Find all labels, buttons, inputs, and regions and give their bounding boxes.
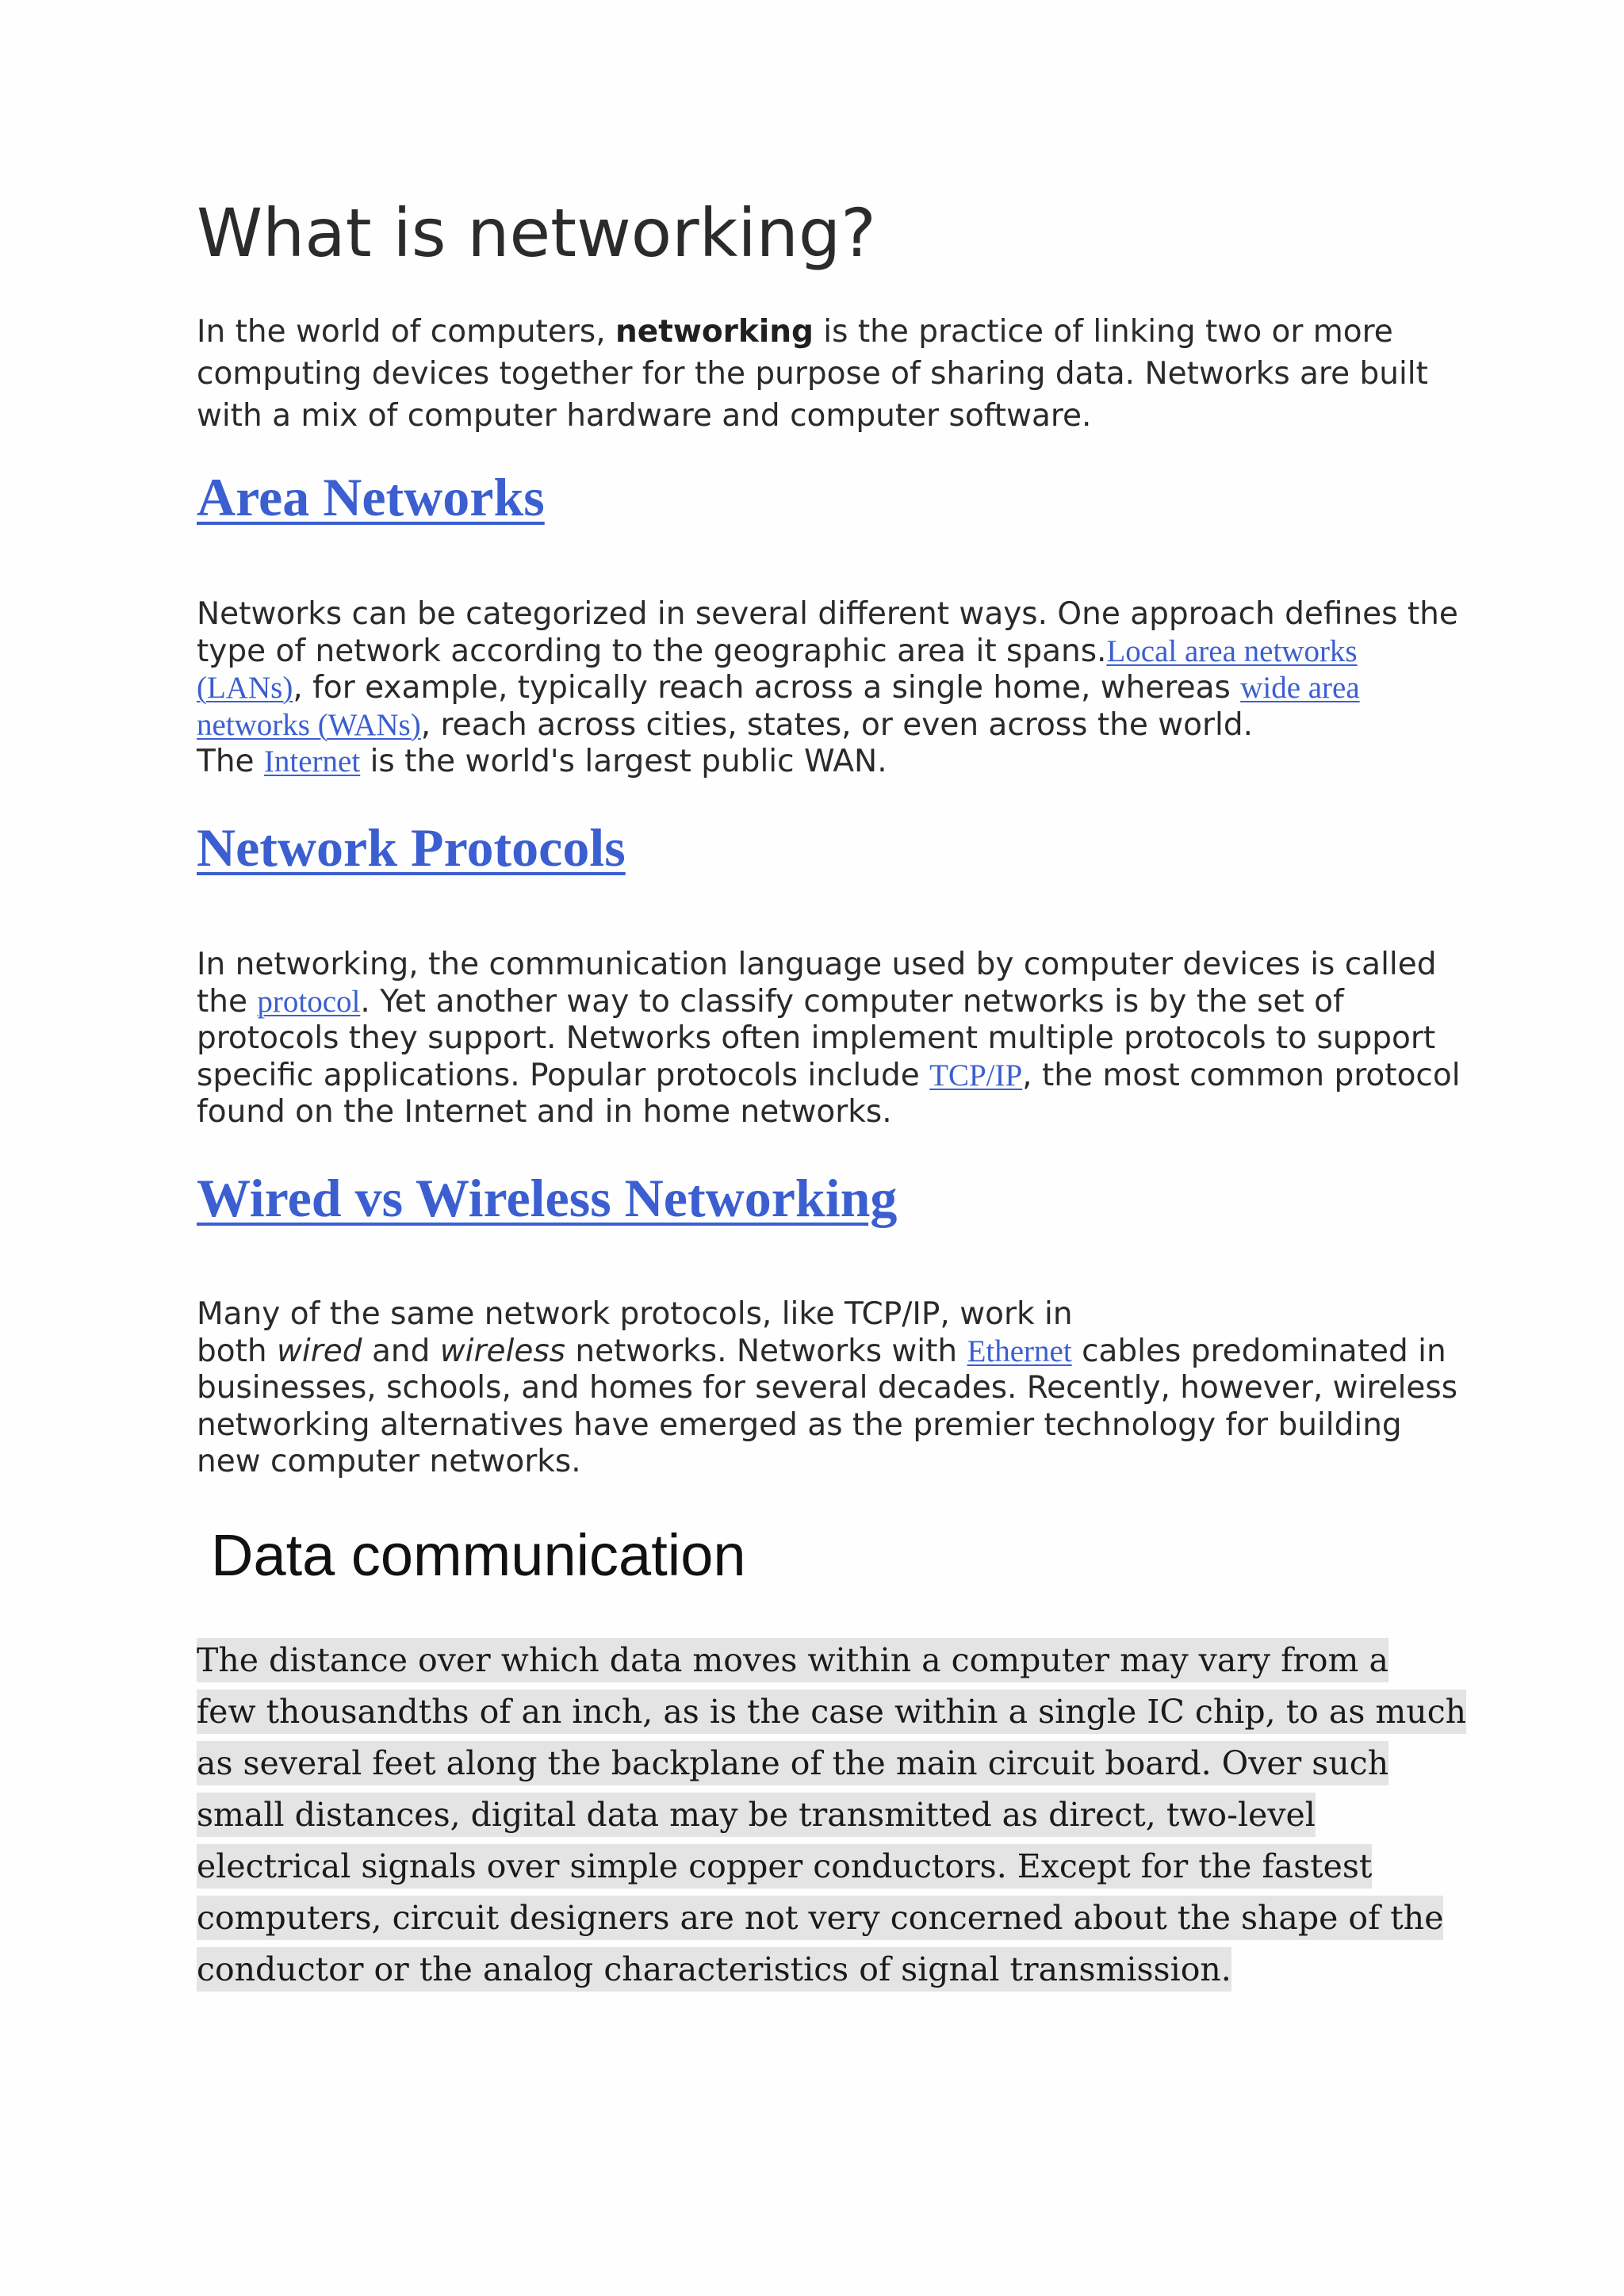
protocols-text-2: . Yet another way to classify computer networks is by the set of protocols they support. Networks often implement multiple protocols to support specific applications. Popular protocols include xyxy=(197,983,1436,1093)
area-text-3: , reach across cities, states, or even across the world. xyxy=(420,706,1254,743)
dc-line: as several feet along the backplane of the main circuit board. Over such xyxy=(197,1738,1465,1789)
wired-text-4: networks. Networks with xyxy=(565,1333,967,1369)
intro-paragraph xyxy=(197,311,1442,437)
ethernet-link[interactable]: Ethernet xyxy=(967,1334,1072,1368)
dc-line: few thousandths of an inch, as is the case within a single IC chip, to as much xyxy=(197,1686,1465,1738)
wired-wireless-heading[interactable]: Wired vs Wireless Networking xyxy=(197,1168,898,1228)
wired-text-1: Many of the same network protocols, like TCP/IP, work in xyxy=(197,1296,1073,1332)
dc-line: electrical signals over simple copper conductors. Except for the fastest xyxy=(197,1841,1465,1892)
intro-bold-term: networking xyxy=(615,314,814,350)
page-title: What is networking? xyxy=(197,194,876,272)
data-communication-paragraph xyxy=(197,1635,1465,1996)
network-protocols-heading[interactable]: Network Protocols xyxy=(197,817,626,878)
area-text-1: Networks can be categorized in several different ways. One approach defines the type of network according to the geographic area it spans. xyxy=(197,596,1458,669)
wired-text-5: cables predominated in businesses, schools, and homes for several decades. Recently, however, wireless networking alternatives have emerged as the premier technology for building new computer networks. xyxy=(197,1333,1458,1479)
wired-emphasis: wired xyxy=(277,1333,362,1369)
protocol-link[interactable]: protocol xyxy=(257,984,361,1019)
wired-wireless-paragraph xyxy=(197,1296,1465,1481)
area-networks-paragraph xyxy=(197,596,1465,781)
data-communication-heading: Data communication xyxy=(211,1522,746,1588)
dc-line: computers, circuit designers are not very concerned about the shape of the xyxy=(197,1892,1465,1944)
area-networks-heading[interactable]: Area Networks xyxy=(197,467,545,527)
wired-text-2: both xyxy=(197,1333,278,1369)
wired-text-3: and xyxy=(362,1333,440,1369)
lan-link[interactable]: Local area networks (LANs) xyxy=(197,633,1358,705)
protocols-text-1: In networking, the communication language used by computer devices is called the xyxy=(197,947,1437,1020)
wireless-emphasis: wireless xyxy=(439,1333,565,1369)
area-text-5: is the world's largest public WAN. xyxy=(360,744,887,779)
internet-link[interactable]: Internet xyxy=(263,744,361,779)
area-text-2: , for example, typically reach across a single home, whereas xyxy=(293,670,1241,706)
network-protocols-paragraph xyxy=(197,947,1465,1131)
dc-line: small distances, digital data may be transmitted as direct, two-level xyxy=(197,1789,1465,1841)
intro-text-pre: In the world of computers, xyxy=(197,314,615,350)
intro-text-post: is the practice of linking two or more computing devices together for the purpose of sharing data. Networks are built with a mix of computer hardware and computer software. xyxy=(197,314,1428,434)
protocols-text-3: , the most common protocol found on the Internet and in home networks. xyxy=(197,1057,1461,1130)
wan-link[interactable]: wide area networks (WANs) xyxy=(197,671,1360,742)
dc-line: conductor or the analog characteristics of signal transmission. xyxy=(197,1944,1465,1996)
dc-line: The distance over which data moves within a computer may vary from a xyxy=(197,1635,1465,1686)
tcpip-link[interactable]: TCP/IP xyxy=(929,1058,1023,1093)
area-text-4: The xyxy=(197,744,264,779)
